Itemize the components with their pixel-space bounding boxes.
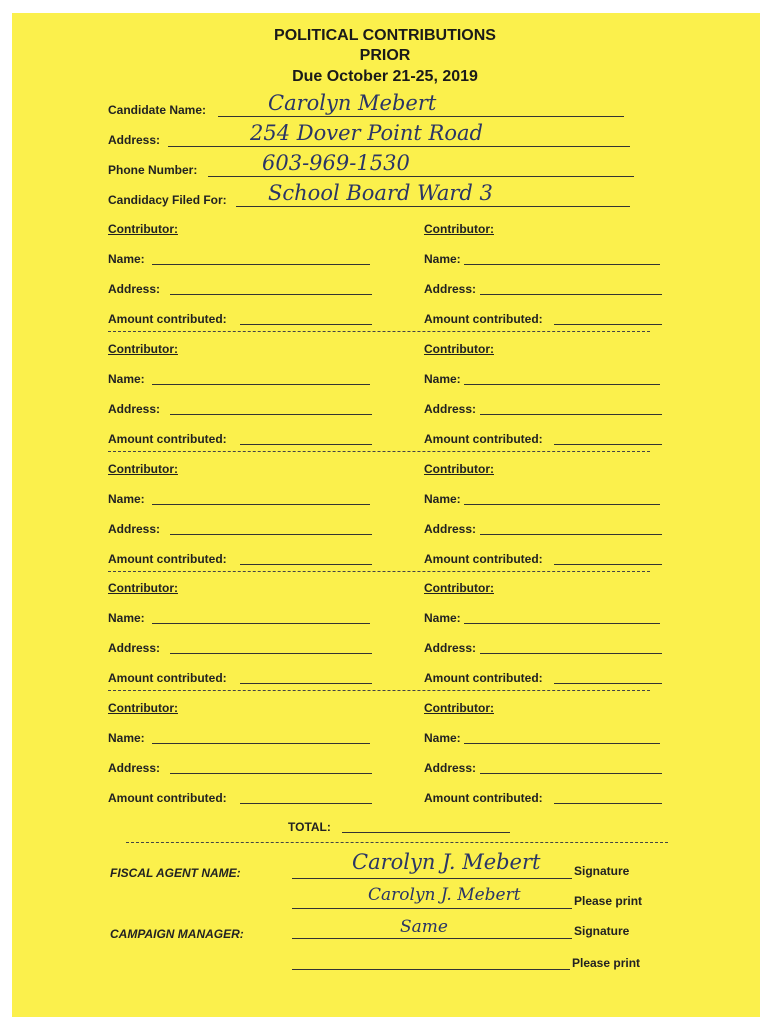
contributor-3-right-amount-field[interactable] [554, 564, 662, 565]
contributor-4-right-name-field[interactable] [464, 623, 660, 624]
contributor-4-right-address-field[interactable] [480, 653, 662, 654]
contributor-address-label: Address: [108, 761, 161, 775]
contributor-amount-label: Amount contributed: [108, 432, 227, 446]
contributor-heading: Contributor: [108, 581, 178, 595]
candidate-name-label: Candidate Name: [108, 103, 207, 117]
contributor-amount-label: Amount contributed: [108, 671, 227, 685]
candidacy-value[interactable]: School Board Ward 3 [268, 181, 493, 205]
contributor-address-label: Address: [424, 522, 477, 536]
contributor-1-right-address-field[interactable] [480, 294, 662, 295]
contributor-5-left-name-field[interactable] [152, 743, 370, 744]
campaign-manager-signature[interactable]: Same [400, 917, 448, 937]
contributor-2-left-name-field[interactable] [152, 384, 370, 385]
campaign-manager-print-line[interactable] [292, 969, 570, 970]
contributor-2-right-amount-field[interactable] [554, 444, 662, 445]
contributor-address-label: Address: [108, 402, 161, 416]
form-subtitle: PRIOR [359, 47, 411, 64]
contributor-amount-label: Amount contributed: [424, 552, 543, 566]
contributor-amount-label: Amount contributed: [424, 432, 543, 446]
contributor-1-right-amount-field[interactable] [554, 324, 662, 325]
contributor-3-left-amount-field[interactable] [240, 564, 372, 565]
total-divider [126, 842, 668, 843]
total-line[interactable] [342, 832, 510, 833]
contributor-1-right-name-field[interactable] [464, 264, 660, 265]
contributor-amount-label: Amount contributed: [108, 312, 227, 326]
contributor-address-label: Address: [424, 282, 477, 296]
contributor-1-left-address-field[interactable] [170, 294, 372, 295]
contributor-address-label: Address: [424, 641, 477, 655]
contributor-heading: Contributor: [424, 581, 494, 595]
campaign-manager-signature-line [292, 938, 572, 939]
contributor-2-right-address-field[interactable] [480, 414, 662, 415]
section-divider [108, 571, 650, 572]
contributor-2-right-name-field[interactable] [464, 384, 660, 385]
fiscal-agent-print-name[interactable]: Carolyn J. Mebert [368, 885, 521, 905]
contributor-name-label: Name: [108, 731, 145, 745]
contributor-address-label: Address: [424, 402, 477, 416]
contributor-heading: Contributor: [108, 222, 178, 236]
contributor-heading: Contributor: [108, 462, 178, 476]
contributor-name-label: Name: [424, 492, 461, 506]
contributor-1-left-name-field[interactable] [152, 264, 370, 265]
please-print-caption: Please print [574, 894, 643, 908]
contributor-2-left-address-field[interactable] [170, 414, 372, 415]
fiscal-agent-label: FISCAL AGENT NAME: [110, 866, 241, 880]
phone-value[interactable]: 603-969-1530 [262, 151, 410, 175]
contributor-address-label: Address: [108, 641, 161, 655]
campaign-manager-label: CAMPAIGN MANAGER: [110, 927, 244, 941]
contributor-name-label: Name: [108, 372, 145, 386]
contributor-5-left-amount-field[interactable] [240, 803, 372, 804]
contributor-name-label: Name: [424, 731, 461, 745]
total-label: TOTAL: [288, 820, 331, 834]
candidacy-line [236, 206, 630, 207]
contributor-heading: Contributor: [424, 462, 494, 476]
phone-line [208, 176, 634, 177]
address-value[interactable]: 254 Dover Point Road [250, 121, 483, 145]
section-divider [108, 451, 650, 452]
contributor-name-label: Name: [424, 252, 461, 266]
contributor-heading: Contributor: [424, 701, 494, 715]
candidate-name-value[interactable]: Carolyn Mebert [268, 91, 437, 115]
contributor-name-label: Name: [424, 372, 461, 386]
address-line [168, 146, 630, 147]
contributor-4-left-address-field[interactable] [170, 653, 372, 654]
contributor-name-label: Name: [108, 492, 145, 506]
candidate-name-line [218, 116, 624, 117]
contributor-1-left-amount-field[interactable] [240, 324, 372, 325]
contributor-amount-label: Amount contributed: [424, 312, 543, 326]
contributor-name-label: Name: [108, 252, 145, 266]
please-print-caption: Please print [572, 956, 641, 970]
candidacy-label: Candidacy Filed For: [108, 193, 227, 207]
contributor-name-label: Name: [108, 611, 145, 625]
contributor-address-label: Address: [108, 522, 161, 536]
contributor-address-label: Address: [108, 282, 161, 296]
fiscal-agent-signature[interactable]: Carolyn J. Mebert [352, 850, 541, 874]
signature-caption: Signature [574, 864, 630, 878]
contributor-5-right-address-field[interactable] [480, 773, 662, 774]
contributor-2-left-amount-field[interactable] [240, 444, 372, 445]
contributor-amount-label: Amount contributed: [108, 552, 227, 566]
contributor-4-right-amount-field[interactable] [554, 683, 662, 684]
contributor-5-right-name-field[interactable] [464, 743, 660, 744]
contributor-amount-label: Amount contributed: [424, 671, 543, 685]
signature-caption: Signature [574, 924, 630, 938]
fiscal-agent-print-line [292, 908, 572, 909]
due-date: Due October 21-25, 2019 [292, 68, 478, 85]
contributor-heading: Contributor: [108, 342, 178, 356]
contributor-3-left-address-field[interactable] [170, 534, 372, 535]
contributor-amount-label: Amount contributed: [424, 791, 543, 805]
contributor-4-left-amount-field[interactable] [240, 683, 372, 684]
contributor-name-label: Name: [424, 611, 461, 625]
contributor-4-left-name-field[interactable] [152, 623, 370, 624]
form-title: POLITICAL CONTRIBUTIONS [274, 27, 496, 44]
fiscal-agent-signature-line [292, 878, 572, 879]
contributor-heading: Contributor: [424, 342, 494, 356]
contributor-heading: Contributor: [424, 222, 494, 236]
contributor-3-right-name-field[interactable] [464, 504, 660, 505]
contributor-3-left-name-field[interactable] [152, 504, 370, 505]
contributor-5-right-amount-field[interactable] [554, 803, 662, 804]
contributor-5-left-address-field[interactable] [170, 773, 372, 774]
phone-label: Phone Number: [108, 163, 198, 177]
contributor-heading: Contributor: [108, 701, 178, 715]
address-label: Address: [108, 133, 161, 147]
contributor-3-right-address-field[interactable] [480, 534, 662, 535]
section-divider [108, 690, 650, 691]
contributor-address-label: Address: [424, 761, 477, 775]
contributor-amount-label: Amount contributed: [108, 791, 227, 805]
section-divider [108, 331, 650, 332]
